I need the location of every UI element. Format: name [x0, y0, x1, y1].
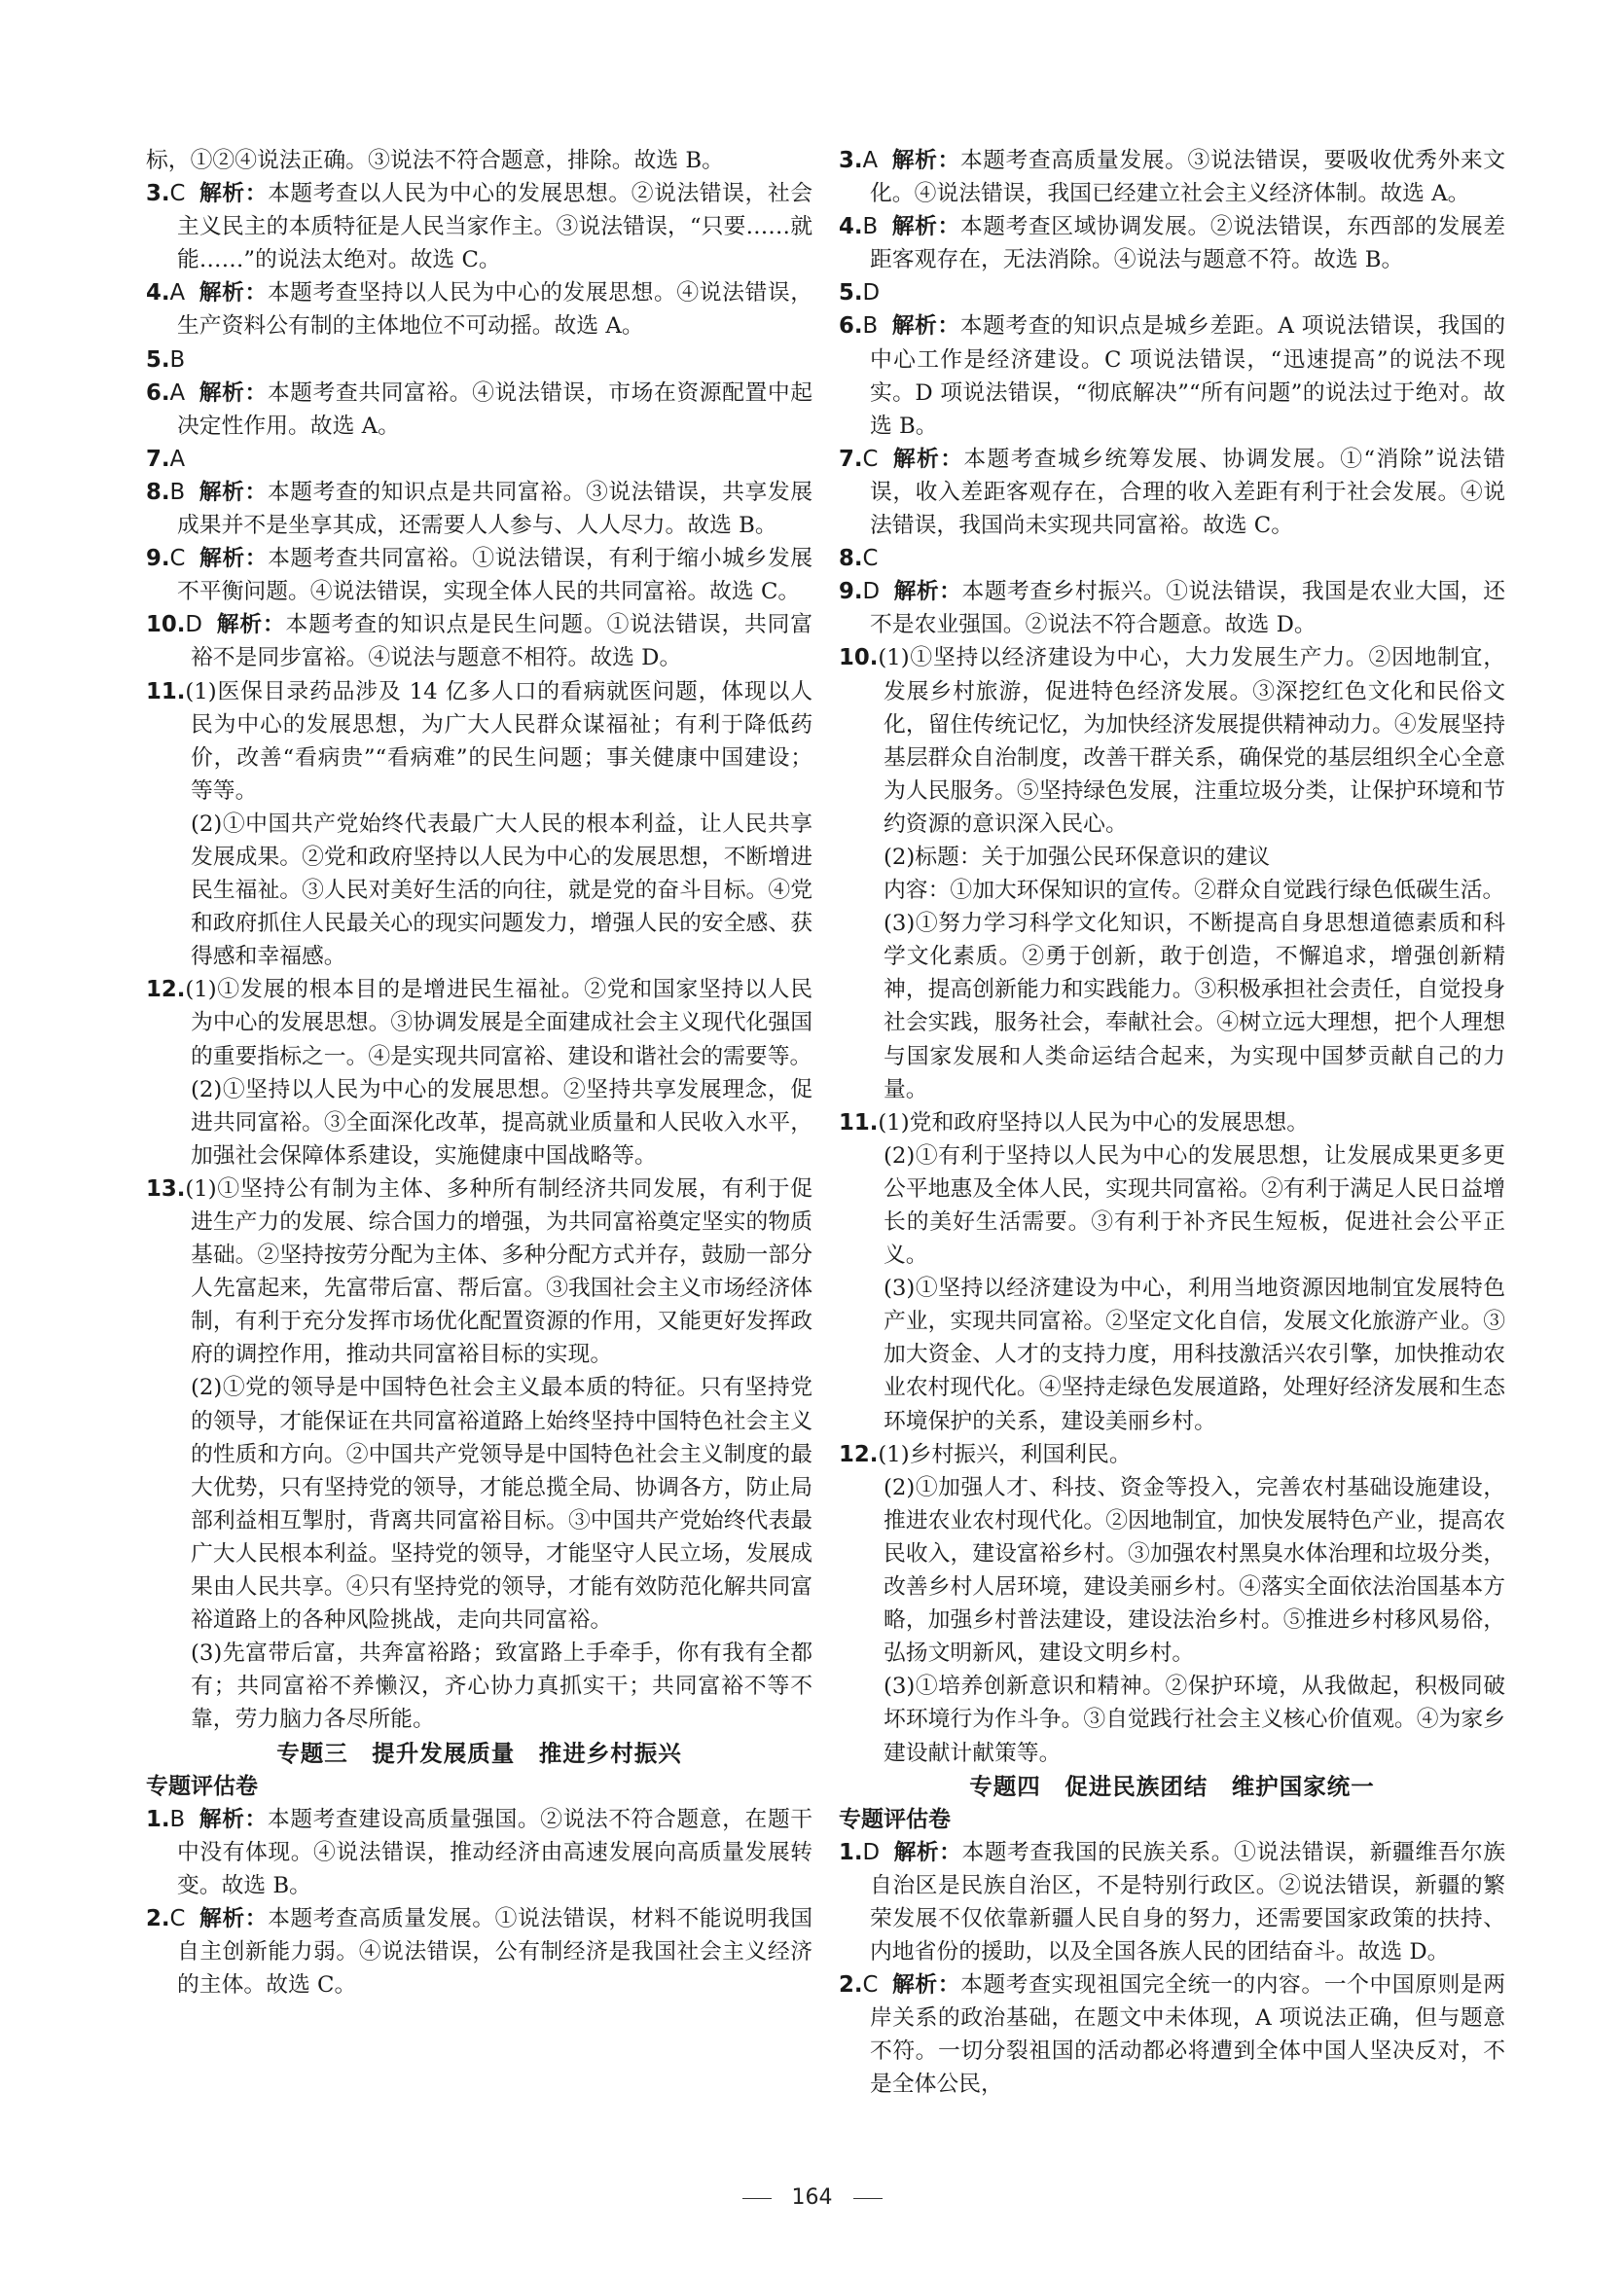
analysis-label: 解析：: [893, 1839, 962, 1865]
answer-item: [146, 542, 812, 608]
answer-text: 本题考查乡村振兴。①说法错误，我国是农业大国，还不是农业强国。②说法不符合题意。故选 D。: [870, 579, 1506, 638]
item-number: 11.: [839, 1109, 879, 1136]
answer-letter: C: [169, 181, 186, 207]
answer-letter: C: [862, 546, 879, 572]
answer-subpart: (3)①坚持以经济建设为中心，利用当地资源因地制宜发展特色产业，实现共同富裕。②坚定文化自信，发展文化旅游产业。③加大资金、人才的支持力度，用科技激活兴农引擎，加快推动农业农村现代化。④坚持走绿色发展道路，处理好经济发展和生态环境保护的关系，建设美丽乡村。: [884, 1276, 1505, 1434]
answer-text: (1)①发展的根本目的是增进民生福祉。②党和国家坚持以人民为中心的发展思想。③协调发展是全面建成社会主义现代化强国的重要指标之一。④是实现共同富裕、建设和谐社会的需要等。: [185, 977, 812, 1069]
item-number: 6.: [839, 313, 863, 340]
answer-text: (1)①坚持公有制为主体、多种所有制经济共同发展，有利于促进生产力的发展、综合国力的增强，为共同富裕奠定坚实的物质基础。②坚持按劳分配为主体、多种分配方式并存，鼓励一部分人先富起来，先富带后富、帮后富。③我国社会主义市场经济体制，有利于充分发挥市场优化配置资源的作用，又能更好发挥政府的调控作用，推动共同富裕目标的实现。: [185, 1175, 812, 1368]
answer-letter: B: [169, 1806, 186, 1832]
answer-letter: A: [169, 446, 186, 472]
item-number: 1.: [839, 1839, 863, 1865]
item-number: 13.: [146, 1175, 186, 1202]
right-column: [839, 144, 1505, 2102]
item-number: 4.: [146, 280, 170, 307]
answer-item: [146, 675, 812, 808]
section-label: 专题评估卷: [146, 1773, 258, 1799]
answer-item: [839, 276, 1505, 309]
answer-letter: C: [169, 1905, 186, 1931]
answer-subpart: (3)①培养创新意识和精神。②保护环境，从我做起，积极同破坏环境行为作斗争。③自觉践行社会主义核心价值观。④为家乡建设献计献策等。: [884, 1674, 1505, 1766]
left-column: [146, 144, 812, 2002]
answer-item: [839, 1968, 1505, 2101]
page-number: 164: [791, 2185, 833, 2210]
answer-item: [839, 641, 1505, 841]
answer-text: (1)医保目录药品涉及 14 亿多人口的看病就医问题，体现以人民为中心的发展思想，为广大人民群众谋福祉；有利于降低药价，改善“看病贵”“看病难”的民生问题；事关健康中国建设；等等。: [185, 678, 812, 804]
answer-item: [839, 575, 1505, 641]
answer-letter: B: [862, 313, 879, 340]
answer-letter: D: [185, 612, 202, 638]
answer-text: 本题考查高质量发展。③说法错误，要吸收优秀外来文化。④说法错误，我国已经建立社会主义经济体制。故选 A。: [870, 148, 1506, 207]
item-number: 3.: [146, 181, 170, 207]
analysis-label: 解析：: [893, 579, 962, 605]
answer-item: [146, 377, 812, 443]
analysis-label: 解析：: [198, 181, 269, 207]
analysis-label: 解析：: [198, 479, 268, 505]
analysis-label: 解析：: [891, 313, 960, 340]
answer-letter: C: [862, 1972, 879, 1999]
answer-text: 本题考查共同富裕。①说法错误，有利于缩小城乡发展不平衡问题。④说法错误，实现全体人民的共同富裕。故选 C。: [177, 546, 813, 605]
item-number: 9.: [146, 546, 170, 572]
analysis-label: 解析：: [198, 379, 268, 406]
answer-item: [146, 1902, 812, 2002]
answer-text: 本题考查区域协调发展。②说法错误，东西部的发展差距客观存在，无法消除。④说法与题意不符。故选 B。: [870, 214, 1506, 273]
item-number: 2.: [839, 1972, 863, 1999]
answer-letter: A: [862, 148, 879, 173]
answer-item: [839, 309, 1505, 442]
item-number: 11.: [146, 678, 186, 704]
answer-text: (1)①坚持以经济建设为中心，大力发展生产力。②因地制宜，发展乡村旅游，促进特色经济发展。③深挖红色文化和民俗文化，留住传统记忆，为加快经济发展提供精神动力。④发展坚持基层群众自治制度，改善干群关系，确保党的基层组织全心全意为人民服务。⑤坚持绿色发展，注重垃圾分类，让保护环境和节约资源的意识深入民心。: [878, 645, 1505, 837]
answer-letter: A: [169, 280, 186, 307]
continuation-text: 标，①②④说法正确。③说法不符合题意，排除。故选 B。: [146, 148, 724, 173]
answer-item: [146, 177, 812, 276]
item-number: 9.: [839, 579, 863, 605]
item-number: 8.: [146, 479, 170, 505]
page-footer: [0, 2185, 1624, 2210]
answer-text: 本题考查的知识点是城乡差距。A 项说法错误，我国的中心工作是经济建设。C 项说法错误，“迅速提高”的说法不现实。D 项说法错误，“彻底解决”“所有问题”的说法过于绝对。故选 B。: [870, 313, 1505, 439]
answer-letter: B: [169, 346, 186, 373]
answer-letter: B: [169, 479, 186, 505]
answer-subpart: (3)先富带后富，共奔富裕路；致富路上手牵手，你有我有全都有；共同富裕不养懒汉，齐心协力真抓实干；共同富裕不等不靠，劳力脑力各尽所能。: [191, 1641, 812, 1733]
answer-letter: B: [862, 214, 879, 240]
answer-text: 本题考查的知识点是共同富裕。③说法错误，共享发展成果并不是坐享其成，还需要人人参与、人人尽力。故选 B。: [177, 479, 813, 539]
answer-item: [839, 210, 1505, 276]
item-number: 6.: [146, 379, 170, 406]
answer-text: 本题考查城乡统筹发展、协调发展。①“消除”说法错误，收入差距客观存在，合理的收入差距有利于社会发展。④说法错误，我国尚未实现共同富裕。故选 C。: [870, 446, 1505, 539]
answer-item: [146, 1803, 812, 1902]
item-number: 10.: [146, 612, 186, 638]
answer-subpart: (2)①加强人才、科技、资金等投入，完善农村基础设施建设，推进农业农村现代化。②因地制宜，加快发展特色产业，提高农民收入，建设富裕乡村。③加强农村黑臭水体治理和垃圾分类，改善乡村人居环境，建设美丽乡村。④落实全面依法治国基本方略，加强乡村普法建设，建设法治乡村。⑤推进乡村移风易俗，弘扬文明新风，建设文明乡村。: [884, 1474, 1505, 1667]
item-number: 12.: [839, 1441, 879, 1467]
answer-letter: C: [169, 546, 186, 572]
answer-item: [839, 1106, 1505, 1139]
answer-item: [839, 144, 1505, 210]
section-title: 专题三 提升发展质量 推进乡村振兴: [276, 1739, 682, 1767]
item-number: 5.: [146, 346, 170, 373]
analysis-label: 解析：: [891, 148, 960, 173]
answer-text: 本题考查共同富裕。④说法错误，市场在资源配置中起决定性作用。故选 A。: [177, 379, 813, 439]
answer-subpart: (3)①努力学习科学文化知识，不断提高自身思想道德素质和科学文化素质。②勇于创新，敢于创造，不懈追求，增强创新精神，提高创新能力和实践能力。③积极承担社会责任，自觉投身社会实践，服务社会，奉献社会。④树立远大理想，把个人理想与国家发展和人类命运结合起来，为实现中国梦贡献自己的力量。: [884, 911, 1505, 1102]
answer-item: [839, 1438, 1505, 1471]
answer-subpart: 内容：①加大环保知识的宣传。②群众自觉践行绿色低碳生活。: [884, 878, 1505, 904]
answer-item: [146, 276, 812, 343]
answer-text: 本题考查我国的民族关系。①说法错误，新疆维吾尔族自治区是民族自治区，不是特别行政区。②说法错误，新疆的繁荣发展不仅依靠新疆人民自身的努力，还需要国家政策的扶持、内地省份的援助，以及全国各族人民的团结奋斗。故选 D。: [870, 1839, 1506, 1965]
item-number: 7.: [839, 446, 863, 472]
answer-letter: A: [169, 379, 186, 406]
analysis-label: 解析：: [198, 546, 269, 572]
answer-item: [146, 343, 812, 377]
item-number: 10.: [839, 645, 879, 671]
item-number: 7.: [146, 446, 170, 472]
answer-subpart: (2)标题：关于加强公民环保意识的建议: [884, 844, 1271, 870]
footer-dash-left: [742, 2198, 772, 2199]
answer-item: [146, 476, 812, 542]
answer-text: (1)党和政府坚持以人民为中心的发展思想。: [878, 1109, 1310, 1136]
answer-text: 本题考查的知识点是民生问题。①说法错误，共同富裕不是同步富裕。④说法与题意不相符。故选 D。: [191, 612, 813, 671]
item-number: 12.: [146, 977, 186, 1003]
answer-text: (1)乡村振兴，利国利民。: [878, 1441, 1132, 1467]
answer-item: [146, 443, 812, 476]
analysis-label: 解析：: [891, 1972, 961, 1999]
item-number: 2.: [146, 1905, 170, 1931]
item-number: 4.: [839, 214, 863, 240]
answer-letter: D: [862, 579, 881, 605]
item-number: 8.: [839, 546, 863, 572]
answer-text: 本题考查坚持以人民为中心的发展思想。④说法错误，生产资料公有制的主体地位不可动摇。故选 A。: [177, 280, 813, 340]
answer-letter: D: [862, 1839, 881, 1865]
answer-letter: D: [862, 280, 881, 307]
answer-subpart: (2)①党的领导是中国特色社会主义最本质的特征。只有坚持党的领导，才能保证在共同富裕道路上始终坚持中国特色社会主义的性质和方向。②中国共产党领导是中国特色社会主义制度的最大优势，只有坚持党的领导，才能总揽全局、协调各方，防止局部利益相互掣肘，背离共同富裕目标。③中国共产党始终代表最广大人民根本利益。坚持党的领导，才能坚守人民立场，发展成果由人民共享。④只有坚持党的领导，才能有效防范化解共同富裕道路上的各种风险挑战，走向共同富裕。: [191, 1375, 812, 1634]
answer-subpart: (2)①有利于坚持以人民为中心的发展思想，让发展成果更多更公平地惠及全体人民，实现共同富裕。②有利于满足人民日益增长的美好生活需要。③有利于补齐民生短板，促进社会公平正义。: [884, 1142, 1505, 1269]
section-label: 专题评估卷: [839, 1806, 951, 1832]
answer-item: [146, 973, 812, 1072]
answer-subpart: (2)①中国共产党始终代表最广大人民的根本利益，让人民共享发展成果。②党和政府坚持以人民为中心的发展思想，不断增进民生福祉。③人民对美好生活的向往，就是党的奋斗目标。④党和政府抓住人民最关心的现实问题发力，增强人民的安全感、获得感和幸福感。: [191, 811, 812, 970]
item-number: 1.: [146, 1806, 170, 1832]
item-number: 3.: [839, 148, 863, 173]
answer-item: [839, 443, 1505, 542]
analysis-label: 解析：: [891, 214, 960, 240]
analysis-label: 解析：: [198, 1806, 268, 1832]
answer-subpart: (2)①坚持以人民为中心的发展思想。②坚持共享发展理念，促进共同富裕。③全面深化改革，提高就业质量和人民收入水平，加强社会保障体系建设，实施健康中国战略等。: [191, 1076, 812, 1169]
analysis-label: 解析：: [891, 446, 964, 472]
answer-text: 本题考查高质量发展。①说法错误，材料不能说明我国自主创新能力弱。④说法错误，公有制经济是我国社会主义经济的主体。故选 C。: [177, 1905, 813, 1999]
answer-letter: C: [862, 446, 879, 472]
answer-text: 本题考查实现祖国完全统一的内容。一个中国原则是两岸关系的政治基础，在题文中未体现，A 项说法正确，但与题意不符。一切分裂祖国的活动都必将遭到全体中国人坚决反对，不是全体公民，: [870, 1972, 1506, 2098]
answer-text: 本题考查以人民为中心的发展思想。②说法错误，社会主义民主的本质特征是人民当家作主。③说法错误，“只要……就能……”的说法太绝对。故选 C。: [177, 181, 813, 273]
item-number: 5.: [839, 280, 863, 307]
section-title: 专题四 促进民族团结 维护国家统一: [969, 1772, 1375, 1800]
analysis-label: 解析：: [198, 1905, 269, 1931]
footer-dash-right: [853, 2198, 883, 2199]
answer-item: [146, 608, 812, 674]
analysis-label: 解析：: [215, 612, 286, 638]
answer-item: [839, 1836, 1505, 1968]
answer-item: [839, 542, 1505, 575]
answer-text: 本题考查建设高质量强国。②说法不符合题意，在题干中没有体现。④说法错误，推动经济由高速发展向高质量发展转变。故选 B。: [177, 1806, 813, 1898]
analysis-label: 解析：: [198, 280, 268, 307]
answer-item: [146, 1172, 812, 1372]
